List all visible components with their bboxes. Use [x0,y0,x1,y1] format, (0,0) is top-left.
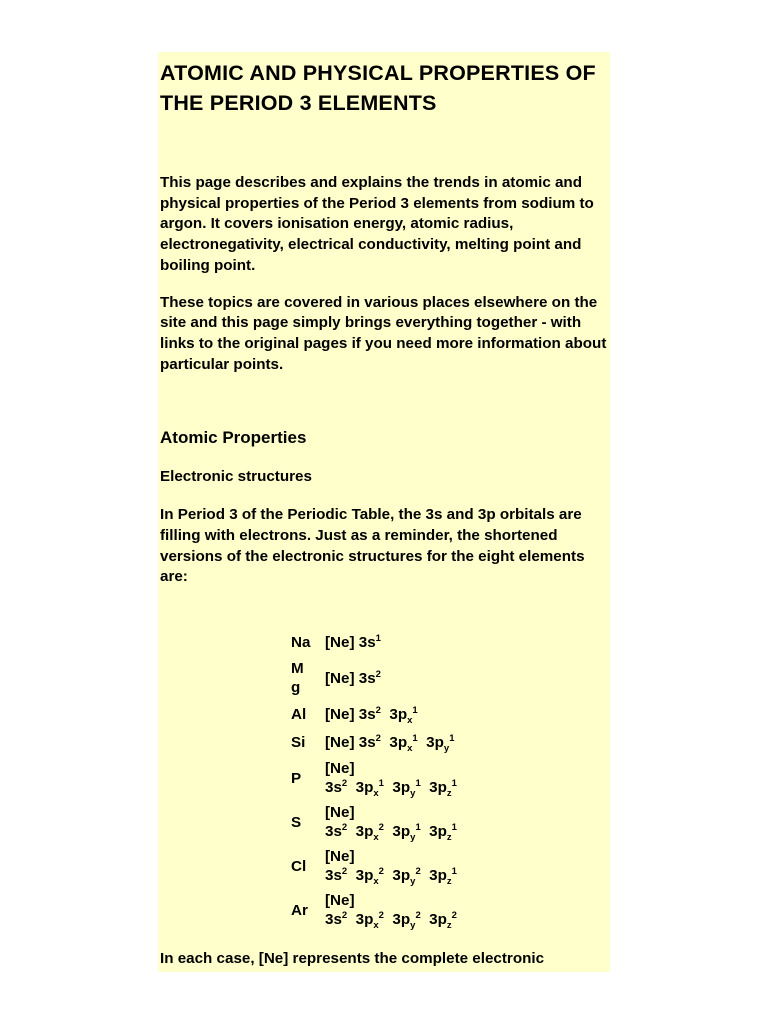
element-row [291,656,477,700]
element-symbol: P [291,769,302,787]
page-title: ATOMIC AND PHYSICAL PROPERTIES OF THE PERIOD 3 ELEMENTS [160,61,596,115]
element-row [291,756,477,800]
subsection-heading: Electronic structures [160,468,312,486]
element-row [291,700,477,728]
electronic-structures-table [291,628,477,932]
element-row [291,844,477,888]
element-configuration: [Ne] $3s^2$ $3p_x^2$ $3p_y^2$ $3p_z^2$ [325,892,457,932]
element-symbol: Si [291,733,306,751]
intro-paragraph-1: This page describes and explains the trends in atomic and physical properties of the Period 3 elements from sodium to argon. It covers ionisation energy, atomic radius, electronegativity, electrical conductivity, melting point and boiling point. [160,174,594,274]
element-symbol: S [291,813,302,831]
element-configuration: [Ne] $3s^2$ $3p_x^2$ $3p_y^2$ $3p_z^1$ [325,848,457,888]
element-configuration: [Ne] $3s^2$ $3p_x^2$ $3p_y^1$ $3p_z^1$ [325,804,457,844]
element-configuration: [Ne] $3s^2$ $3p_x^1$ $3p_y^1$ [325,732,455,754]
element-symbol: Na [291,633,311,651]
element-configuration: [Ne] $3s^2$ $3p_x^1$ [325,704,418,726]
continuation-text: In each case, [Ne] represents the complete electronic [160,950,545,967]
element-symbol: Cl [291,857,307,875]
element-symbol: Ar [291,901,308,919]
element-symbol: M g [291,660,304,696]
section-paragraph: In Period 3 of the Periodic Table, the 3s and 3p orbitals are filling with electrons. Just as a reminder, the shortened versions of the electronic structures for the eight elements are: [160,506,585,586]
element-row [291,628,477,656]
element-configuration: [Ne] $3s^2$ $3p_x^1$ $3p_y^1$ $3p_z^1$ [325,760,457,800]
section-heading: Atomic Properties [160,428,307,448]
element-symbol: Al [291,705,307,723]
element-row [291,800,477,844]
element-configuration: [Ne] $3s^1$ [325,632,381,651]
element-row [291,728,477,756]
document-page [158,52,610,972]
element-row [291,888,477,932]
intro-paragraph-2: These topics are covered in various places elsewhere on the site and this page simply brings everything together - with links to the original pages if you need more information about particular points. [160,293,607,373]
element-configuration: [Ne] $3s^2$ [325,668,381,687]
